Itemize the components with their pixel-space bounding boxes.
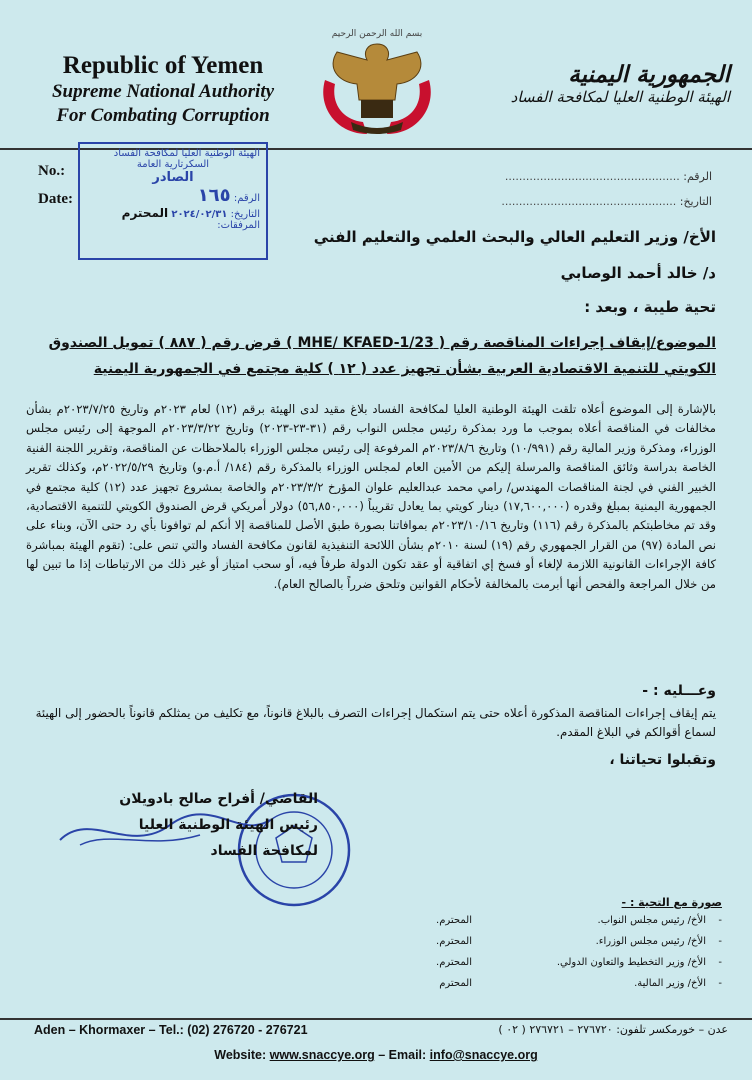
footer-contacts [0,1048,752,1062]
subject-line-2: الكويتي للتنمية الاقتصادية العربية بشأن تجهيز عدد ( ١٢ ) كلية مجتمع في الجمهورية اليمنية [93,361,716,377]
recipient-line: الأخ/ وزير التعليم العالي والبحث العلمي والتعليم الفني [313,228,716,246]
therefore-heading: وعـــليه : - [642,683,716,699]
footer-divider [0,1018,752,1020]
outgoing-stamp [78,142,268,260]
arabic-reference-fields [412,170,712,220]
cc-recipient: الأخ/ رئيس مجلس النواب. [597,915,706,926]
number-label: No.: [38,163,66,179]
closing-thanks: وتقبلوا تحياتنا ، [609,752,716,768]
arabic-date-label: التاريخ: [679,195,712,208]
arabic-authority-title: الهيئة الوطنية العليا لمكافحة الفساد [510,88,730,106]
cc-recipient: الأخ/ وزير المالية. [634,978,706,989]
signature-block [58,786,318,864]
republic-title: Republic of Yemen [62,52,264,79]
english-reference-fields [38,163,73,219]
signatory-title-1: رئيس الهيئة الوطنية العليا [138,817,318,833]
arabic-republic-title: الجمهورية اليمنية [568,62,730,88]
arabic-number-label: الرقم: [683,170,712,183]
subject [16,330,716,382]
cc-recipient: الأخ/ وزير التخطيط والتعاون الدولي. [556,957,706,968]
arabic-letterhead [510,62,730,106]
english-letterhead [38,52,288,128]
footer-english-address: Aden – Khormaxer – Tel.: (02) 276720 - 276721 [34,1023,308,1037]
stamp-outgoing: الصادر [152,170,194,185]
arabic-number-row: الرقم: .................................................. [504,170,712,183]
date-label: Date: [38,191,73,207]
greeting: تحية طيبة ، وبعد : [584,298,716,316]
stamp-date-row [86,206,260,220]
website-link[interactable]: www.snaccye.org [269,1048,375,1062]
cc-honorific: المحترم. [436,957,472,968]
signatory-name: القاضي/ أفراح صالح بادويلان [119,791,318,807]
cc-honorific: المحترم. [436,915,472,926]
stamp-number-row [86,185,260,206]
stamp-handwritten: المحترم [121,206,169,220]
stamp-date-label: التاريخ: [230,209,260,220]
subject-line-1: الموضوع/إيقاف إجراءات المناقصة رقم ( MHE/ KFAED-1/23 ) قرض رقم ( ٨٨٧ ) تمويل الصندوق [48,335,716,351]
arabic-date-row: التاريخ: .................................................. [501,195,712,208]
email-link[interactable]: info@snaccye.org [429,1048,538,1062]
recipient-name: د/ خالد أحمد الوصابي [560,264,716,282]
carbon-copy-list [322,896,722,999]
cc-title: صورة مع التحية : - [621,896,722,909]
eagle-emblem-icon [297,22,457,140]
list-item: - الأخ/ وزير التخطيط والتعاون الدولي. المحترم. [436,957,722,968]
stamp-attachments: المرفقات: [217,220,260,231]
decision-paragraph: يتم إيقاف إجراءات المناقصة المذكورة أعلاه حتى يتم استكمال إجراءات التصرف بالبلاغ قانوناً، مع تكليف من يمثلكم قانوناً بالحضور إلى الهيئة لسماع أقوالكم في البلاغ المقدم. [35,706,716,739]
stamp-number-label: الرقم: [233,193,260,204]
authority-title: Supreme National Authority [51,81,275,102]
stamp-secretariat: السكرتارية العامة [136,159,210,170]
basmala-text: بسم الله الرحمن الرحيم [331,29,423,39]
email-label: – Email: [378,1048,427,1062]
list-item: - الأخ/ وزير المالية. المحترم [439,978,722,989]
body-paragraph: بالإشارة إلى الموضوع أعلاه تلقت الهيئة الوطنية العليا لمكافحة الفساد بلاغ مقيد لدى الهيئة برقم (١٢) لعام ٢٠٢٣م وتاريخ ٢٠٢٣/٧/٢٥م بشأن مخالفات في المناقصة أعلاه بموجب ما ورد بمذكرة رئيس مجلس النواب رقم (٣١-٢٣-٢٠٢٣) وتاريخ ٢٠٢٣/٣/٢٢م الموجهة إلى رئيس مجلس الوزراء، ومذكرة وزير المالية رقم (١٠/٩٩١) وتاريخ ٢٠٢٣/٨/٦م المرفوعة إلى رئيس مجلس الوزراء بالملاحظات عن المناقصة، وتقرير اللجنة الفنية الخاصة بدراسة وثائق المناقصة والمرسلة إليكم من الأمين العام لمجلس الوزراء بالمذكرة رقم (١٨٤/ أ.م.و) وتاريخ ٢٠٢٢/٥/٢٩م، وكذلك تقرير الخبير الفني في لجنة المناقصات المهندس/ رامي محمد عبدالعليم علوان المؤرخ ٢٠٢٣/٣/٢م والخاصة بمشروع تجهيز عدد (١٢) كلية مجتمع في الجمهورية اليمنية بمبلغ وقدره (١٧,٦٠٠,٠٠٠) دينار كويتي بما يعادل تقريباً (٥٦,٨٥٠,٠٠٠) دولار أمريكي قرض الصندوق الكويتي للتنمية الاقتصادية، وقد تم مخاطبتكم بالمذكرة رقم (١١٦) وتاريخ ٢٠٢٣/١٠/١٦م بموافاتنا بصورة طبق الأصل للمناقصة إلا أنكم لم توافونا بأي رد حتى الآن، وبناء على نص المادة (٩٧) من القرار الجمهوري رقم (١٩) لسنة ٢٠١٠م بشأن اللائحة التنفيذية لقانون مكافحة الفساد والتي تنص على: (تقوم الهيئة بمباشرة كافة الإجراءات القانونية اللازمة لإلغاء أو فسخ إي اتفاقية أو عقد تكون الدولة طرفاً فيه، أو سحب امتياز أو غير ذلك من الارتباطات إذا ما تبين لها من خلال المراجعة والفحص أنها أبرمت بالمخالفة لأحكام القوانين وتلحق ضرراً بالصالح العام). [26,402,717,591]
cc-recipient: الأخ/ رئيس مجلس الوزراء. [595,936,706,947]
stamp-number-value: ١٦٥ [197,185,231,206]
footer-arabic-address: عدن – خورمكسر تلفون: ٢٧٦٧٢٠ – ٢٧٦٧٢١ ( ٠٢ ) [498,1023,728,1036]
list-item: - الأخ/ رئيس مجلس الوزراء. المحترم. [436,936,722,947]
authority-subtitle: For Combating Corruption [56,105,270,126]
cc-honorific: المحترم. [436,936,472,947]
cc-honorific: المحترم [439,978,472,989]
stamp-authority: الهيئة الوطنية العليا لمكافحة الفساد [113,148,260,159]
signatory-title-2: لمكافحة الفساد [210,843,318,859]
website-label: Website: [214,1048,267,1062]
list-item: - الأخ/ رئيس مجلس النواب. المحترم. [436,915,722,926]
stamp-date-value: ٢٠٢٤/٠٢/٣١ [171,209,228,220]
